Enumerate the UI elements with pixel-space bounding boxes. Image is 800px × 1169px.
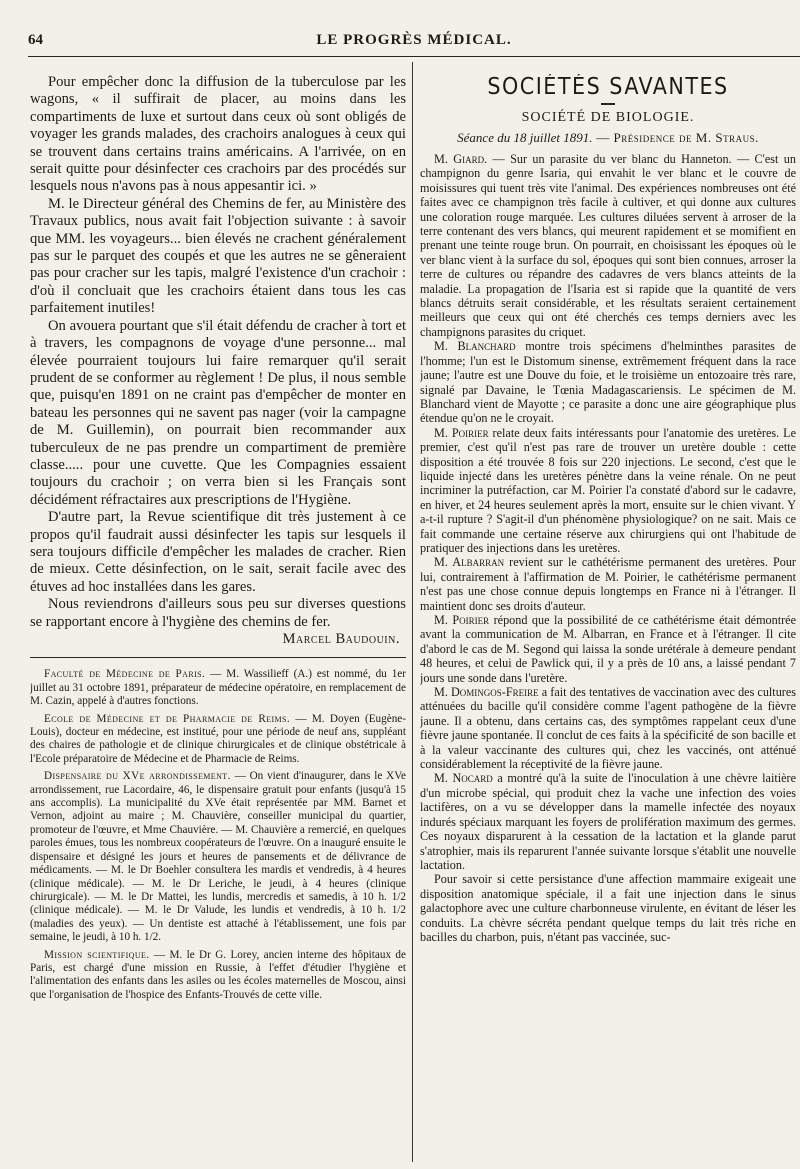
speaker-name: M. Albarran <box>434 555 505 570</box>
seance-presidence: — Présidence de M. Straus. <box>592 130 759 145</box>
news-heading: Mission scientifique. <box>44 948 150 961</box>
news-item <box>30 713 406 767</box>
report-text: a fait des tentatives de vaccination avec des cultures atténuées du bacille qu'il considère comme l'agent pathogène de la fièvre jaune. Il a obtenu, dans certains cas, des symptômes rappelant ceux d'une fièvre jaune spontanée. Il conclut de ces faits à la spécificité de son bacille et à la valeur vaccinante des cultures qui, chez les vaccinés, ont atténué considérablement la réceptivité de la fièvre jaune. <box>420 685 796 772</box>
report-paragraph <box>420 339 796 425</box>
report-paragraph <box>420 152 796 339</box>
report-text: revient sur le cathétérisme permanent des uretères. Pour lui, contrairement à l'affirmation de M. Poirier, le cathétérisme permanent n'est pas une chose connue depuis longtemps en France ni à l'étranger. Il maintient donc ses droits d'auteur. <box>420 555 796 613</box>
seance-date: Séance du 18 juillet 1891. <box>457 130 593 145</box>
journal-title: LE PROGRÈS MÉDICAL. <box>316 32 512 48</box>
speaker-name: M. Domingos-Freire <box>434 685 539 700</box>
page-number: 64 <box>28 32 43 48</box>
report-text: relate deux faits intéressants pour l'anatomie des uretères. Le premier, c'est qu'il n'est pas rare de trouver un uretère double : cette disposition a été trouvée 8 fois sur 220 injections. Le second, c'est que le liquide injecté dans les uretères pénètre dans la veine rénale. On ne peut incriminer la putréfaction, car M. Poirier l'a constaté d'abord sur le cadavre, en hiver, et 24 heures seulement après la mort, ensuite sur le chien vivant. Y a-t-il rupture ? S'agit-il d'un phénomène physiologique? on ne sait. Mais ce fait commande une certaine réserve aux chirurgiens qui ont l'habitude de pratiquer des injections dans les uretères. <box>420 425 796 555</box>
report-text: répond que la possibilité de ce cathétérisme était démontrée avant la communication de M. Albarran, en France et à l'étranger. Il cite d'abord le cas de M. Segond qui laissa la sonde urétérale à demeure pendant 48 heures, et celui de Pawlick qui, il y a près de 10 ans, a laissé pendant 7 jours une sonde dans l'uretère. <box>420 613 796 685</box>
report-paragraph <box>420 872 796 944</box>
left-paragraph: On avouera pourtant que s'il était défendu de cracher à tort et à travers, les compagnons de voyage d'une personne... mal élevée pourraient toujours lui faire remarquer qu'il serait prudent de se conformer au règlement ! De plus, il nous semble que, puisqu'en 1891 on ne craint pas d'empêcher de monter en bateau les personnes qui ne savent pas nager (voir la campagne de M. Guillemin), on pourrait bien recommander aux tuberculeux de ne pas prendre un compartiment de première classe..... pour une cuvette. Que les Compagnies essaient toujours du crachoir ; on verra bien si les Français sont décidément réfractaires aux prescriptions de l'Hygiène. <box>30 317 406 508</box>
speaker-name: M. Blanchard <box>434 339 516 354</box>
news-item <box>30 949 406 1003</box>
report-paragraph <box>420 426 796 556</box>
report-text: Pour savoir si cette persistance d'une affection mammaire exigeait une disposition anatomique spéciale, il a fait une injection dans le sinus galactophore avec une culture charbonneuse virulente, en évitant de léser les conduits. La chèvre sécréta pendant quelque temps du lait très riche en bacilles du charbon, puis, n'étant pas vaccinée, suc- <box>420 872 796 944</box>
left-paragraph: D'autre part, la Revue scientifique dit très justement à ce propos qu'il faudrait aussi désinfecter les tapis sur lesquels il sera toujours difficile d'empêcher les malades de cracher. Rien de mieux. Cette désinfection, on le sait, serait facile avec des étuves ad hoc installées dans les gares. <box>30 509 406 595</box>
column-divider <box>412 62 413 1162</box>
news-heading: Faculté de Médecine de Paris. <box>44 668 206 681</box>
report-text: — Sur un parasite du ver blanc du Hanneton. — C'est un champignon du genre Isaria, qui envahit le ver blanc et le couvre de moisissures qui tuent très vite l'animal. Des expériences nombreuses ont été faites avec ce champignon très facile à cultiver, et qui donne aux cultures une coloration rouge marquée. Les cultures diluées servent à arroser de la terre contenant des vers blancs, qui meurent rapidement et se momifient en prenant une teinte rouge brun. On pourrait, en choisissant les époques où le ver blanc vient à la surface du sol, époques qui sont bien connues, arroser la terre de cultures ou répandre des cadavres de vers blancs atteints de la maladie. La propagation de l'Isaria est si rapide que la quantité de vers blancs détruits serait considérable, et les résultats seraient certainement meilleurs que ceux qui ont été cherchés ces temps derniers avec les champignons parasites du criquet. <box>420 152 796 339</box>
news-heading: Dispensaire du XVe arrondissement. <box>44 770 231 783</box>
news-text: — M. le Dr G. Lorey, ancien interne des hôpitaux de Paris, est chargé d'une mission en Russie, à l'effet d'étudier l'hygiène et l'alimentation des enfants dans les asiles ou les écoles maternelles de Moscou, ainsi que l'organisation de l'hospice des Enfants-Trouvés de cette ville. <box>30 948 406 1001</box>
seance-line <box>420 130 796 146</box>
speaker-name: M. Poirier <box>434 425 489 440</box>
report-text: montre trois spécimens d'helminthes parasites de l'homme; l'un est le Distomum sinense, extrêmement fréquent dans la race jaune; l'autre est une Douve du foie, et le troisième un entozoaire très rare, signalé par Davaine, le Tœnia Madagascariensis. Le spécimen de M. Blanchard vient de Mayotte ; ce parasite a donc une aire géographique plus étendue qu'on ne le croyait. <box>420 339 796 426</box>
speaker-name: M. Nocard <box>434 771 493 786</box>
speaker-name: M. Giard. <box>434 152 488 166</box>
section-title: SOCIÉTÉS SAVANTES <box>487 74 729 100</box>
news-text: — M. Wassilieff (A.) est nommé, du 1er juillet au 31 octobre 1891, préparateur de médecine opératoire, en remplacement de M. Cazin, appelé à d'autres fonctions. <box>30 668 406 708</box>
left-paragraph: M. le Directeur général des Chemins de fer, au Ministère des Travaux publics, nous avait fait l'objection suivante : à savoir que MM. les voyageurs... bien élevés ne crachent généralement pas sur le parquet des coupés et que les autres ne se gêneraient pas pour cracher sur les tapis, malgré l'existence d'un crachoir : d'où il concluait que les crachoirs étaient dans tous les cas parfaitement inutiles! <box>30 195 406 317</box>
news-text: — On vient d'inaugurer, dans le XVe arrondissement, rue Lacordaire, 46, le dispensaire gratuit pour enfants (jusqu'à 15 ans accomplis). La municipalité du XVe était représentée par MM. Barnet et Vernon, adjoint au maire ; M. Chauvière, conseiller municipal du quartier, promoteur de l'œuvre, et Mme Chauvière. — M. Chauvière a remercié, en quelques paroles émues, tous les nombreux coopérateurs de l'œuvre. On a inauguré ensuite le dispensaire et désigné les jours et heures de pansements et de délivrance de médicaments. — M. le Dr Boehler consultera les mardis et vendredis, à 4 heures (clinique médicale). — M. le Dr Leriche, le jeudi, à 4 heures (clinique chirurgicale). — M. le Dr Mattei, les lundis, mercredis et samedis, à 10 h. 1/2 (clinique médicale). — M. le Dr Valude, les lundis et vendredis, à 10 h. 1/2 (maladies des yeux). — Un dentiste est attaché à l'établissement, une fois par semaine, le jeudi, à 10 h. 1/2. <box>30 770 406 944</box>
title-dash <box>601 103 615 105</box>
society-title: SOCIÉTÉ DE BIOLOGIE. <box>521 110 695 125</box>
header-rule <box>28 56 800 57</box>
report-paragraph <box>420 685 796 771</box>
news-separator <box>30 657 406 658</box>
right-column <box>420 74 796 944</box>
report-text: a montré qu'à la suite de l'inoculation à une chèvre laitière d'un microbe spécial, qui produit chez la vache une infection des voies lactifères, on a vu se développer dans la mamelle infectée des noyaux indurés spéciaux marquant les foyers de prolifération maximum des germes. Ces noyaux disparurent à la cessation de la lactation et la glande parut s'atrophier, mais ils reparurent l'année suivante lorsque s'établit une nouvelle lactation. <box>420 771 796 872</box>
report-paragraph <box>420 555 796 613</box>
news-heading: Ecole de Médecine et de Pharmacie de Reims. <box>44 712 291 725</box>
speaker-name: M. Poirier <box>434 613 490 627</box>
report-paragraph <box>420 613 796 685</box>
news-item <box>30 668 406 708</box>
news-item <box>30 770 406 944</box>
left-paragraph: Pour empêcher donc la diffusion de la tuberculose par les wagons, « il suffirait de placer, au moins dans les compartiments de luxe et surtout dans ceux où sont obligés de voyager les grands malades, des crachoirs analogues à ceux qui se trouvent dans certains trains américains. A l'arrivée, on en serait quitte pour désinfecter ces crachoirs par des procédés sur lesquels nous n'avons pas à nous appesantir ici. » <box>30 74 406 195</box>
signature: Marcel Baudouin. <box>282 631 400 647</box>
running-header <box>28 32 800 54</box>
news-text: — M. Doyen (Eugène-Louis), docteur en médecine, est institué, pour une période de neuf ans, suppléant des chaires de pathologie et de clinique chirurgicales et de clinique obstétricale à l'Ecole préparatoire de Médecine et de Pharmacie de Reims. <box>30 712 406 765</box>
left-paragraph: Nous reviendrons d'ailleurs sous peu sur diverses questions se rapportant encore à l'hygiène des chemins de fer. <box>30 596 406 630</box>
left-column <box>30 74 406 1006</box>
report-paragraph <box>420 771 796 872</box>
